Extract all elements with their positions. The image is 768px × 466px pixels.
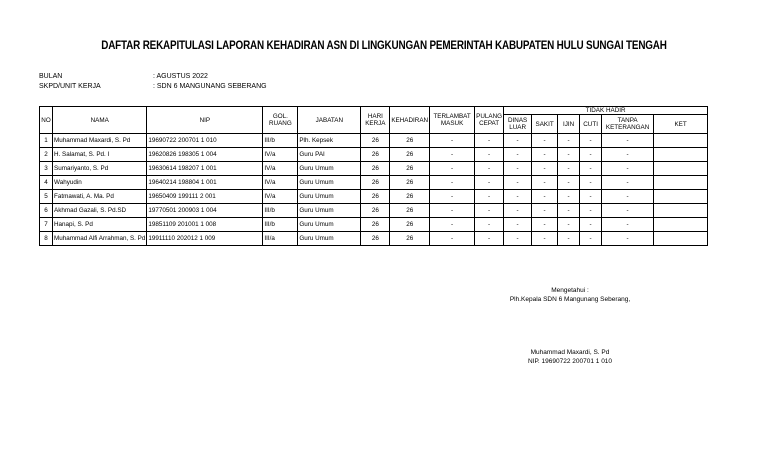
- document-title: DAFTAR REKAPITULASI LAPORAN KEHADIRAN ASN DI LINGKUNGAN PEMERINTAH KABUPATEN HULU SUNGAI TENGAH: [101, 40, 667, 52]
- header-nip: NIP: [147, 107, 263, 134]
- header-gol-ruang: GOL. RUANG: [263, 107, 298, 134]
- header-terlambat-masuk: TERLAMBAT MASUK: [430, 107, 475, 134]
- cell-sakit: -: [532, 134, 558, 148]
- cell-ket: [654, 204, 708, 218]
- cell-tanpa-keterangan: -: [602, 232, 654, 246]
- cell-nip: 19911110 202012 1 009: [147, 232, 263, 246]
- cell-nama: Hanapi, S. Pd: [53, 218, 147, 232]
- cell-ijin: -: [558, 134, 580, 148]
- cell-gol: III/b: [263, 204, 298, 218]
- cell-no: 4: [40, 176, 53, 190]
- cell-jabatan: Guru Umum: [298, 176, 361, 190]
- cell-gol: IV/a: [263, 190, 298, 204]
- cell-pulang-cepat: -: [475, 190, 504, 204]
- cell-cuti: -: [580, 232, 602, 246]
- cell-kehadiran: 26: [390, 148, 430, 162]
- cell-pulang-cepat: -: [475, 134, 504, 148]
- cell-gol: III/a: [263, 232, 298, 246]
- cell-tanpa-keterangan: -: [602, 176, 654, 190]
- cell-pulang-cepat: -: [475, 204, 504, 218]
- table-row: [40, 190, 708, 204]
- cell-sakit: -: [532, 162, 558, 176]
- cell-no: 1: [40, 134, 53, 148]
- cell-hari-kerja: 26: [361, 176, 390, 190]
- cell-kehadiran: 26: [390, 204, 430, 218]
- cell-tanpa-keterangan: -: [602, 204, 654, 218]
- table-row: [40, 176, 708, 190]
- cell-ijin: -: [558, 190, 580, 204]
- header-tidak-hadir: TIDAK HADIR: [504, 107, 708, 115]
- signature-nip: NIP. 19690722 200701 1 010: [527, 358, 613, 365]
- cell-gol: IV/a: [263, 176, 298, 190]
- cell-nama: Wahyudin: [53, 176, 147, 190]
- cell-gol: III/b: [263, 218, 298, 232]
- cell-tanpa-keterangan: -: [602, 148, 654, 162]
- cell-jabatan: Guru Umum: [298, 162, 361, 176]
- cell-no: 7: [40, 218, 53, 232]
- cell-kehadiran: 26: [390, 134, 430, 148]
- header-hari-kerja: HARI KERJA: [361, 107, 390, 134]
- cell-cuti: -: [580, 190, 602, 204]
- cell-no: 5: [40, 190, 53, 204]
- table-row: [40, 204, 708, 218]
- meta-unit: [39, 83, 267, 90]
- header-nama: NAMA: [53, 107, 147, 134]
- cell-no: 8: [40, 232, 53, 246]
- cell-ket: [654, 148, 708, 162]
- cell-ket: [654, 232, 708, 246]
- cell-dinas-luar: -: [504, 176, 532, 190]
- cell-gol: IV/a: [263, 162, 298, 176]
- cell-cuti: -: [580, 204, 602, 218]
- cell-cuti: -: [580, 218, 602, 232]
- table-row: [40, 232, 708, 246]
- cell-kehadiran: 26: [390, 162, 430, 176]
- cell-cuti: -: [580, 176, 602, 190]
- cell-ijin: -: [558, 218, 580, 232]
- cell-pulang-cepat: -: [475, 232, 504, 246]
- cell-nama: Muhammad Maxardi, S. Pd: [53, 134, 147, 148]
- header-dinas-luar: DINAS LUAR: [504, 115, 532, 134]
- table-row: [40, 148, 708, 162]
- unit-label: SKPD/UNIT KERJA: [39, 83, 101, 90]
- cell-nama: Fatmawati, A. Ma. Pd: [53, 190, 147, 204]
- cell-dinas-luar: -: [504, 204, 532, 218]
- cell-tanpa-keterangan: -: [602, 218, 654, 232]
- cell-nip: 19640214 198804 1 001: [147, 176, 263, 190]
- cell-dinas-luar: -: [504, 134, 532, 148]
- cell-hari-kerja: 26: [361, 232, 390, 246]
- cell-ijin: -: [558, 162, 580, 176]
- cell-jabatan: Guru Umum: [298, 232, 361, 246]
- header-jabatan: JABATAN: [298, 107, 361, 134]
- cell-nama: Muhammad Alfi Arrahman, S. Pd: [53, 232, 147, 246]
- header-no: NO: [40, 107, 53, 134]
- cell-gol: III/b: [263, 134, 298, 148]
- signature-mengetahui: Mengetahui :: [551, 287, 589, 294]
- cell-hari-kerja: 26: [361, 134, 390, 148]
- table-row: [40, 134, 708, 148]
- header-tanpa-keterangan: TANPA KETERANGAN: [602, 115, 654, 134]
- cell-jabatan: Guru Umum: [298, 190, 361, 204]
- cell-sakit: -: [532, 190, 558, 204]
- cell-nama: H. Salamat, S. Pd. I: [53, 148, 147, 162]
- header-cuti: CUTI: [580, 115, 602, 134]
- cell-nip: 19851109 201001 1 008: [147, 218, 263, 232]
- cell-pulang-cepat: -: [475, 148, 504, 162]
- cell-sakit: -: [532, 232, 558, 246]
- header-sakit: SAKIT: [532, 115, 558, 134]
- cell-ket: [654, 218, 708, 232]
- cell-dinas-luar: -: [504, 232, 532, 246]
- cell-nip: 19770501 200903 1 004: [147, 204, 263, 218]
- cell-tanpa-keterangan: -: [602, 134, 654, 148]
- cell-pulang-cepat: -: [475, 162, 504, 176]
- signature-name: Muhammad Maxardi, S. Pd: [530, 349, 610, 356]
- cell-hari-kerja: 26: [361, 204, 390, 218]
- cell-hari-kerja: 26: [361, 218, 390, 232]
- cell-terlambat: -: [430, 134, 475, 148]
- cell-no: 6: [40, 204, 53, 218]
- cell-terlambat: -: [430, 232, 475, 246]
- header-ijin: IJIN: [558, 115, 580, 134]
- cell-terlambat: -: [430, 162, 475, 176]
- cell-kehadiran: 26: [390, 176, 430, 190]
- meta-bulan: [39, 73, 208, 80]
- cell-cuti: -: [580, 134, 602, 148]
- unit-value: : SDN 6 MANGUNANG SEBERANG: [153, 83, 267, 90]
- cell-nip: 19630614 198207 1 001: [147, 162, 263, 176]
- cell-hari-kerja: 26: [361, 148, 390, 162]
- cell-jabatan: Guru Umum: [298, 204, 361, 218]
- cell-terlambat: -: [430, 148, 475, 162]
- cell-hari-kerja: 26: [361, 162, 390, 176]
- table-row: [40, 218, 708, 232]
- cell-dinas-luar: -: [504, 190, 532, 204]
- header-pulang-cepat: PULANG CEPAT: [475, 107, 504, 134]
- cell-cuti: -: [580, 148, 602, 162]
- cell-pulang-cepat: -: [475, 176, 504, 190]
- cell-nama: Akhmad Gazali, S. Pd.SD: [53, 204, 147, 218]
- cell-jabatan: Guru PAI: [298, 148, 361, 162]
- cell-kehadiran: 26: [390, 232, 430, 246]
- header-ket: KET: [654, 115, 708, 134]
- attendance-table: [39, 106, 708, 246]
- cell-tanpa-keterangan: -: [602, 190, 654, 204]
- cell-kehadiran: 26: [390, 190, 430, 204]
- cell-cuti: -: [580, 162, 602, 176]
- cell-ijin: -: [558, 176, 580, 190]
- cell-terlambat: -: [430, 204, 475, 218]
- cell-dinas-luar: -: [504, 148, 532, 162]
- cell-tanpa-keterangan: -: [602, 162, 654, 176]
- bulan-value: : AGUSTUS 2022: [153, 73, 208, 80]
- cell-ijin: -: [558, 204, 580, 218]
- header-kehadiran: KEHADIRAN: [390, 107, 430, 134]
- cell-terlambat: -: [430, 190, 475, 204]
- table-row: [40, 162, 708, 176]
- cell-ket: [654, 190, 708, 204]
- cell-ijin: -: [558, 232, 580, 246]
- cell-terlambat: -: [430, 218, 475, 232]
- cell-no: 2: [40, 148, 53, 162]
- cell-kehadiran: 26: [390, 218, 430, 232]
- signature-position: Plh.Kepala SDN 6 Mangunang Seberang,: [509, 296, 631, 303]
- cell-no: 3: [40, 162, 53, 176]
- cell-jabatan: Guru Umum: [298, 218, 361, 232]
- cell-pulang-cepat: -: [475, 218, 504, 232]
- cell-nip: 19690722 200701 1 010: [147, 134, 263, 148]
- bulan-label: BULAN: [39, 73, 63, 80]
- cell-nip: 19650409 199111 2 001: [147, 190, 263, 204]
- cell-ket: [654, 176, 708, 190]
- cell-sakit: -: [532, 204, 558, 218]
- cell-sakit: -: [532, 148, 558, 162]
- cell-sakit: -: [532, 218, 558, 232]
- cell-hari-kerja: 26: [361, 190, 390, 204]
- cell-gol: IV/a: [263, 148, 298, 162]
- cell-jabatan: Plh. Kepsek: [298, 134, 361, 148]
- cell-ket: [654, 134, 708, 148]
- cell-dinas-luar: -: [504, 162, 532, 176]
- cell-nama: Sumariyanto, S. Pd: [53, 162, 147, 176]
- cell-ijin: -: [558, 148, 580, 162]
- cell-terlambat: -: [430, 176, 475, 190]
- cell-ket: [654, 162, 708, 176]
- cell-dinas-luar: -: [504, 218, 532, 232]
- cell-nip: 19620826 198305 1 004: [147, 148, 263, 162]
- cell-sakit: -: [532, 176, 558, 190]
